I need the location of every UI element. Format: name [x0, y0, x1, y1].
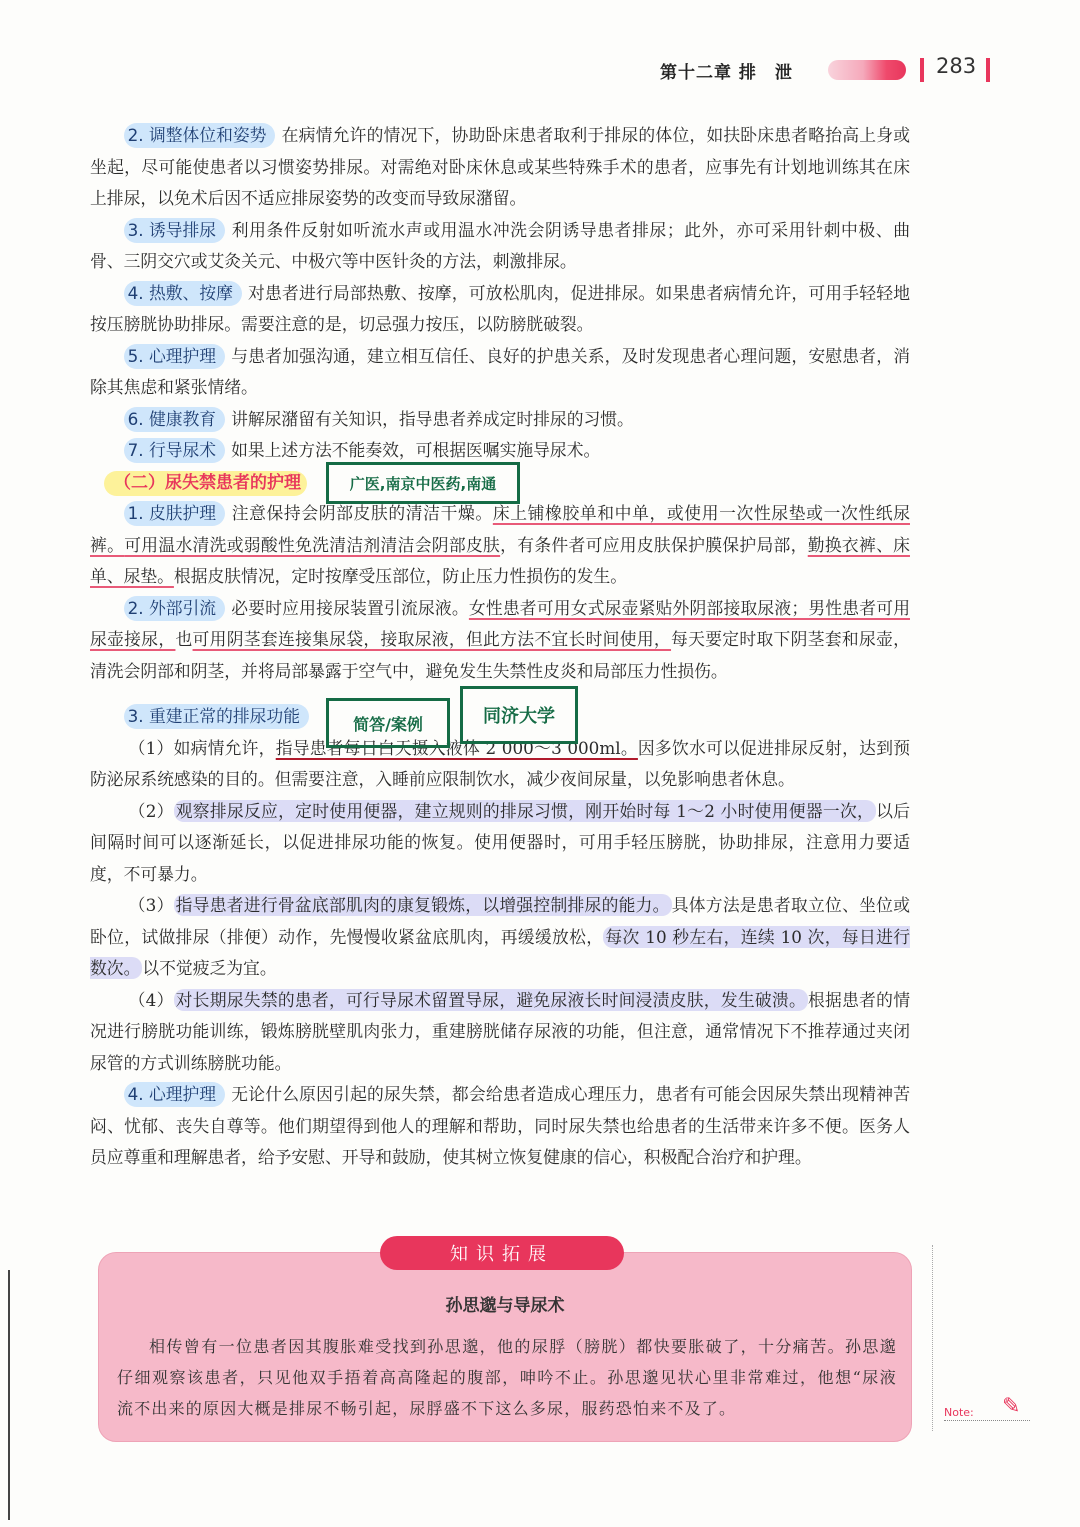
- paragraph-step-2: [90, 796, 910, 891]
- item-label: 4. 热敷、按摩: [124, 281, 242, 306]
- paragraph-text: 如果上述方法不能奏效，可根据医嘱实施导尿术。: [231, 440, 601, 460]
- paragraph-text: 以后间隔时间可以逐渐延长，以促进排尿功能的恢复。使用便器时，可用手轻压膀胱，协助排尿，注意用力要适度，不可暴力。: [90, 800, 910, 884]
- paragraph-text: 讲解尿潴留有关知识，指导患者养成定时排尿的习惯。: [231, 408, 634, 429]
- paragraph-skin-care: [90, 498, 910, 593]
- item-label: 7. 行导尿术: [124, 438, 225, 463]
- item-label: 2. 调整体位和姿势: [124, 123, 276, 148]
- paragraph-text: 具体方法是患者取立位、坐位或卧位，试做排尿（排便）动作，先慢慢收紧盆底肌肉，再缓缓放松，: [90, 895, 910, 947]
- extension-title: 知识拓展: [380, 1236, 624, 1270]
- paragraph-text: （4）: [128, 989, 174, 1010]
- page-edge: [8, 1270, 10, 1520]
- paragraph-text: 在病情允许的情况下，协助卧床患者取利于排尿的体位，如扶卧床患者略抬高上身或坐起，尽可能使患者以习惯姿势排尿。对需绝对卧床休息或某些特殊手术的患者，应事先有计划地训练其在床上排尿，以免术后因不适应排尿姿势的改变而导致尿潴留。: [90, 125, 910, 208]
- item-label: 4. 心理护理: [124, 1082, 225, 1107]
- highlighted-text: 每次 10 秒左右，连续 10 次，每日进行数次。: [90, 926, 910, 978]
- section-heading: （二）尿失禁患者的护理: [104, 471, 307, 496]
- item-label: 1. 皮肤护理: [124, 501, 225, 526]
- paragraph-text: 因多饮水可以促进排尿反射，达到预防泌尿系统感染的目的。但需要注意，入睡前应限制饮水，减少夜间尿量，以免影响患者休息。: [90, 737, 910, 789]
- item-label: 5. 心理护理: [124, 344, 225, 369]
- paragraph-text: 必要时应用接尿装置引流尿液。: [231, 597, 469, 618]
- item-label: 6. 健康教育: [124, 407, 225, 432]
- underlined-text: 可用阴茎套连接集尿袋，接取尿液，但此方法不宜长时间使用，: [192, 629, 672, 649]
- highlighted-text: 对长期尿失禁的患者，可行导尿术留置导尿，避免尿液长时间浸渍皮肤，发生破溃。: [175, 989, 807, 1010]
- highlighted-text: 观察排尿反应，定时使用便器，建立规则的排尿习惯，刚开始时每 1～2 小时使用便器一次，: [175, 800, 875, 821]
- paragraph-step-3: [90, 890, 910, 985]
- paragraph-induce: [90, 215, 910, 278]
- underlined-text: 可用温水清洗或弱酸性免洗清洁剂清洁会阴部皮肤: [124, 534, 501, 555]
- underlined-text: 女性患者可用女式尿壶紧贴外阴部接取尿液；男性患者可用尿壶接尿，: [90, 597, 910, 649]
- paragraph-text: 根据患者的情况进行膀胱功能训练，锻炼膀胱壁肌肉张力，重建膀胱储存尿液的功能，但注意，通常情况下不推荐通过夹闭尿管的方式训练膀胱功能。: [90, 989, 910, 1073]
- header-decoration-bar: [828, 60, 906, 80]
- paragraph-text: 对患者进行局部热敷、按摩，可放松肌肉，促进排尿。如果患者病情允许，可用手轻轻地按压膀胱协助排尿。需要注意的是，切忌强力按压，以防膀胱破裂。: [90, 282, 910, 334]
- pencil-icon: ✎: [1002, 1394, 1021, 1419]
- handwritten-note-schools: 广医,南京中医药,南通: [326, 462, 520, 504]
- page-header: [0, 52, 1080, 88]
- paragraph-drainage: [90, 593, 910, 688]
- margin-divider: [932, 1245, 933, 1431]
- page-body: [90, 120, 910, 1174]
- header-separator: [920, 58, 924, 82]
- paragraph-text: （3）: [128, 895, 174, 915]
- item-label: 3. 重建正常的排尿功能: [124, 704, 309, 729]
- paragraph-text: 以不觉疲乏为宜。: [142, 958, 277, 978]
- paragraph-text: ，有条件者可应用皮肤保护膜保护局部，: [500, 534, 808, 555]
- paragraph-text: （1）如病情允许，: [128, 737, 276, 758]
- handwritten-note-university: 同济大学: [460, 686, 578, 744]
- knowledge-extension-box: [98, 1252, 912, 1442]
- paragraph-psych: [90, 341, 910, 404]
- chapter-title: 第十二章 排 泄: [660, 63, 793, 83]
- page-number: 283: [936, 54, 977, 78]
- header-separator: [986, 58, 990, 82]
- paragraph-step-4: [90, 985, 910, 1080]
- handwritten-note-question-type: 简答/案例: [326, 698, 450, 748]
- extension-subtitle: 孙思邈与导尿术: [445, 1296, 565, 1316]
- paragraph-text: 也: [175, 629, 193, 649]
- paragraph-text: 利用条件反射如听流水声或用温水冲洗会阴诱导患者排尿；此外，亦可采用针刺中极、曲骨、三阴交穴或艾灸关元、中极穴等中医针灸的方法，刺激排尿。: [90, 219, 910, 271]
- paragraph-psych-care: [90, 1079, 910, 1174]
- item-label: 2. 外部引流: [124, 596, 225, 621]
- paragraph-education: [90, 404, 910, 436]
- paragraph-text: 每天要定时取下阴茎套和尿壶，清洗会阴部和阴茎，并将局部暴露于空气中，避免发生失禁性皮炎和局部压力性损伤。: [90, 629, 910, 681]
- paragraph-text: （2）: [128, 800, 174, 821]
- item-label: 3. 诱导排尿: [124, 218, 225, 243]
- note-line: [944, 1420, 1030, 1421]
- paragraph-posture: [90, 120, 910, 215]
- underlined-text: 指导患者每日白天摄入液体 2 000～3 000ml。: [275, 737, 638, 758]
- extension-body: 相传曾有一位患者因其腹胀难受找到孙思邈，他的尿脬（膀胱）都快要胀破了，十分痛苦。孙思邈仔细观察该患者，只见他双手捂着高高隆起的腹部，呻吟不止。孙思邈见状心里非常难过，他想“尿液流不出来的原因大概是排尿不畅引起，尿脬盛不下这么多尿，服药恐怕来不及了。: [117, 1337, 897, 1418]
- underlined-text: 床上铺橡胶单和中单，或使用一次性尿垫或一次性纸尿裤。: [90, 503, 910, 555]
- paragraph-massage: [90, 278, 910, 341]
- highlighted-text: 指导患者进行骨盆底部肌肉的康复锻炼，以增强控制排尿的能力。: [175, 895, 670, 915]
- underlined-text: 勤换衣裤、床单、尿垫。: [90, 534, 910, 586]
- paragraph-text: 根据皮肤情况，定时按摩受压部位，防止压力性损伤的发生。: [173, 566, 628, 586]
- paragraph-text: 无论什么原因引起的尿失禁，都会给患者造成心理压力，患者有可能会因尿失禁出现精神苦闷、忧郁、丧失自尊等。他们期望得到他人的理解和帮助，同时尿失禁也给患者的生活带来许多不便。医务人员应尊重和理解患者，给予安慰、开导和鼓励，使其树立恢复健康的信心，积极配合治疗和护理。: [90, 1084, 910, 1167]
- paragraph-text: 与患者加强沟通，建立相互信任、良好的护患关系，及时发现患者心理问题，安慰患者，消除其焦虑和紧张情绪。: [90, 345, 910, 397]
- note-label: Note:: [944, 1406, 974, 1419]
- paragraph-text: 注意保持会阴部皮肤的清洁干燥。: [231, 503, 493, 523]
